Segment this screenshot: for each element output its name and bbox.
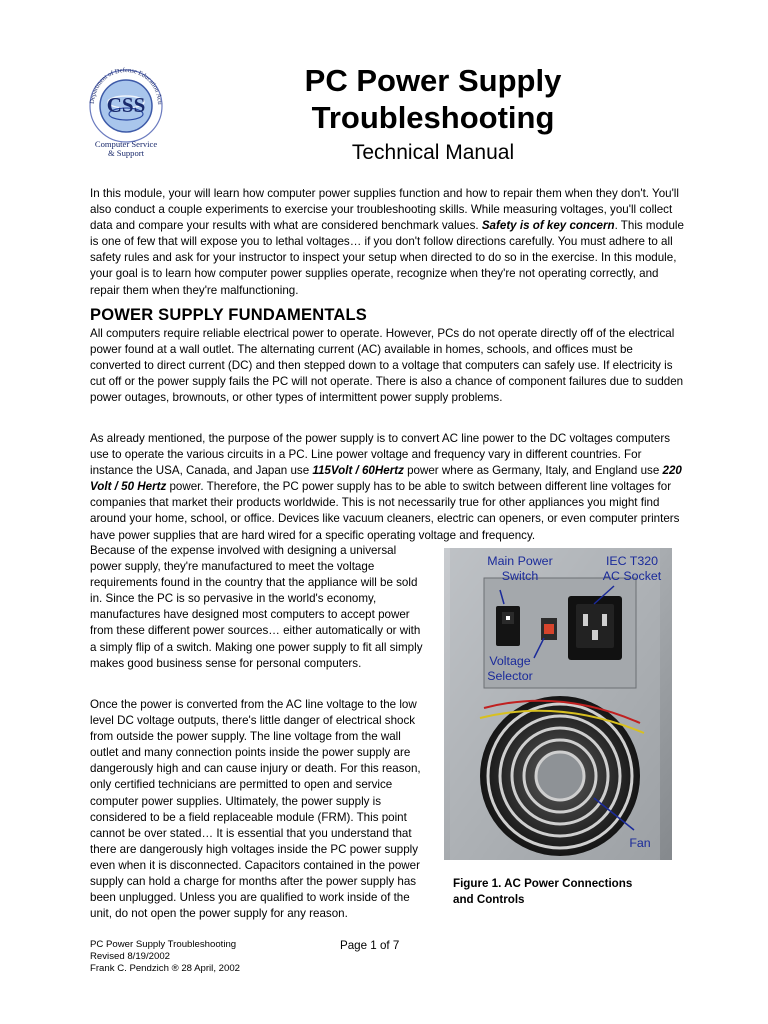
safety-paragraph: Once the power is converted from the AC line voltage to the low level DC voltage outputs, there's little danger of electrical shock from outside the power supply. The line voltage from the wall outlet and many connection points inside the power supply are dangerously high and can cause injury or death. For this reason, only certified technicians are permitted to open and service computer power supplies. Ultimately, the power supply is considered to be a field replaceable module (FRM). This point cannot be over stated… It is essential that you understand that there are dangerously high voltages inside the PC power supply even when it is disconnected. Capacitors contained in the power supply can hold a charge for months after the power supply has been unplugged. Unless you are qualified to work inside of the unit, do not open the power supply for any reason.	[90, 698, 421, 921]
intro-text-a: In this module, your will learn how computer power supplies function and how to repair them when they don't. You'll also conduct a couple experiments to exercise your troubleshooting skills. While measuring voltages, you'll collect data and compare your results with what are considered benchmark values.	[90, 187, 679, 233]
logo-caption-1: Computer Service	[94, 139, 158, 149]
document-title	[268, 62, 598, 136]
fundamentals-paragraph: All computers require reliable electrical power to operate. However, PCs do not operate directly off of the electrical power found at a wall outlet. The alternating current (AC) available in homes, schools, and offices must be converted to direct current (DC) and then stepped down to a voltage that computers can safely use. If electricity is cut off or the power supply fails the PC will not operate. There is also a chance of component failures due to sudden power outages, brownouts, or other types of intermittent power supply problems.	[90, 327, 684, 405]
safety-emphasis: Safety is of key concern	[481, 219, 615, 233]
intro-text-b: . This module is one of few that will expose you to lethal voltages… if you don't follow directions carefully. You must adhere to all safety rules and ask for your instructor to inspect your setup when directed to do so in the exercise. In this module, your goal is to learn how computer power supplies operate, recognize when they're not operating correctly, and repair them when they're malfunctioning.	[90, 219, 684, 297]
footer-revised: Revised 8/19/2002	[90, 951, 171, 962]
figure-caption: Figure 1. AC Power Connections and Controls	[453, 877, 633, 906]
line-power-text-c: power. Therefore, the PC power supply has to be able to switch between different line voltages for companies that market their products worldwide. This is not necessarily true for other appliances you might find around your home, school, or office. Devices like vacuum cleaners, electric can openers, or even computer printers have power supplies that are hard wired for a specific operating voltage and frequency.	[90, 480, 680, 542]
eu-voltage-emphasis: 220 Volt / 50 Hertz	[90, 464, 682, 494]
logo-caption-2: & Support	[107, 148, 145, 158]
footer-author: Frank C. Pendzich ® 28 April, 2002	[90, 963, 240, 974]
footer-title: PC Power Supply Troubleshooting	[90, 939, 237, 950]
power-supply-illustration	[444, 548, 672, 860]
line-power-text-b: power where as Germany, Italy, and England use	[403, 464, 663, 478]
label-fan: Fan	[629, 836, 651, 850]
label-ac-socket: IEC T320 AC Socket	[602, 554, 662, 583]
universal-supply-paragraph: Because of the expense involved with designing a universal power supply, they're manufactured to meet the voltage requirements found in the country that the appliance will be sold in. Since the PC is so pervasive in the world's economy, manufactures have designed most computers to accept power from these different power sources… either automatically or with a simply flip of a switch. Making one power supply to fit all simply makes good business sense for personal computers.	[90, 544, 423, 670]
us-voltage-emphasis: 115Volt / 60Hertz	[312, 464, 404, 478]
intro-paragraph	[90, 186, 684, 299]
title-line-2: Troubleshooting	[311, 100, 555, 135]
logo-css-text: CSS	[106, 93, 146, 117]
title-line-1: PC Power Supply	[304, 63, 562, 98]
logo-ring-text: Department of Defense Education Acti	[88, 66, 164, 105]
css-logo-icon	[78, 60, 176, 160]
power-supply-photo	[444, 548, 672, 860]
line-power-paragraph	[90, 431, 684, 544]
section-heading: POWER SUPPLY FUNDAMENTALS	[90, 306, 367, 324]
document-subtitle: Technical Manual	[351, 141, 515, 164]
line-power-text-a: As already mentioned, the purpose of the power supply is to convert AC line power to the DC voltages computers use to operate the various circuits in a PC. Line power voltage and frequency vary in different countries. For instance the USA, Canada, and Japan use	[90, 432, 670, 478]
page-number: Page 1 of 7	[340, 939, 400, 952]
label-voltage-selector: Voltage Selector	[487, 654, 533, 683]
css-logo	[78, 60, 176, 160]
label-main-power-switch: Main Power Switch	[487, 554, 553, 583]
footer-info	[90, 939, 240, 975]
